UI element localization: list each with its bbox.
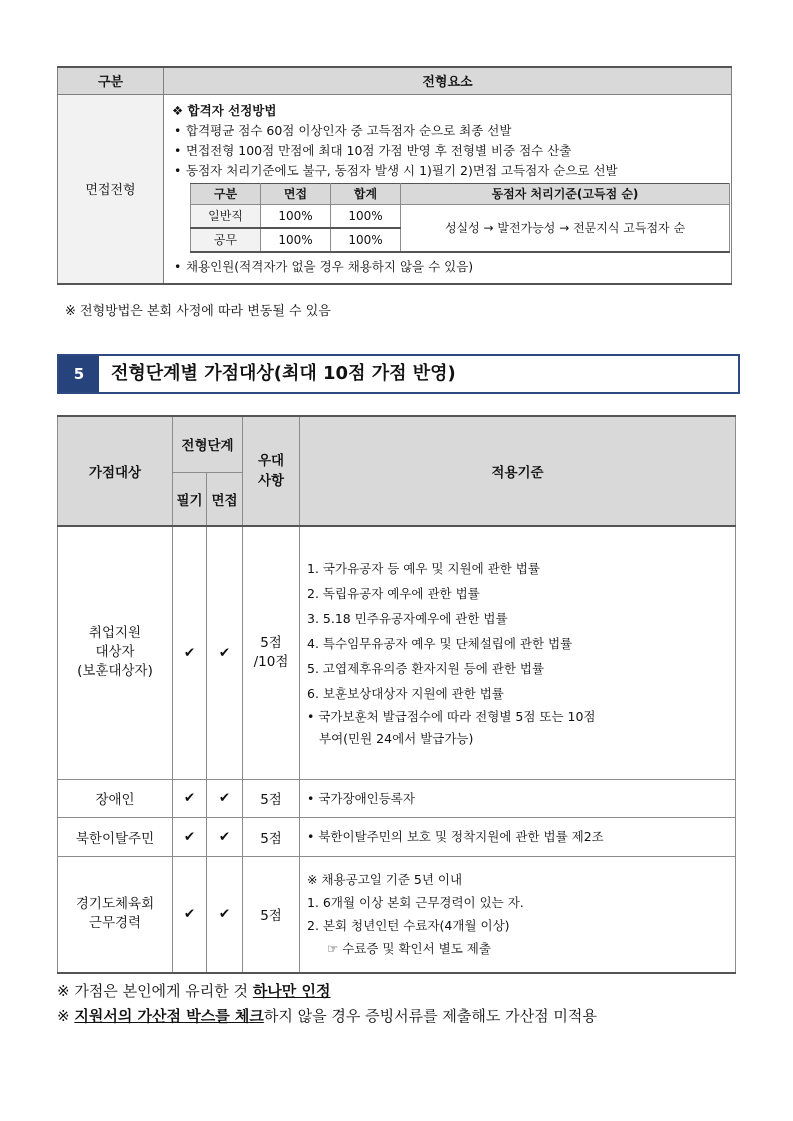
check-interview: ✔	[207, 817, 243, 856]
inner-row-general: 일반직	[191, 204, 261, 228]
check-interview: ✔	[207, 526, 243, 779]
bullet-1: • 합격평균 점수 60점 이상인자 중 고득점자 순으로 최종 선발	[172, 121, 727, 141]
law-4: 4. 특수임무유공자 예우 및 단체설립에 관한 법률	[307, 635, 573, 651]
note-checkbox-suffix: 하지 않을 경우 증빙서류를 제출해도 가산점 미적용	[263, 1007, 597, 1025]
note-subject-to-change: ※ 전형방법은 본회 사정에 따라 변동될 수 있음	[65, 304, 331, 319]
section-title: 전형단계별 가점대상(최대 10점 가점 반영)	[111, 363, 456, 384]
law-1: 1. 국가유공자 등 예우 및 지원에 관한 법률	[307, 560, 540, 576]
criteria-defectors: • 북한이탈주민의 보호 및 정착지원에 관한 법률 제2조	[300, 817, 736, 856]
note-one-only-emphasis: 하나만 인정	[252, 982, 331, 1000]
check-interview: ✔	[207, 856, 243, 973]
inner-row-official: 공무	[191, 228, 261, 252]
inner-official-interview: 100%	[261, 228, 331, 252]
bullet-2: • 면접전형 100점 만점에 최대 10점 가점 반영 후 전형별 비중 점수 산출	[172, 141, 727, 161]
target-defectors: 북한이탈주민	[58, 817, 173, 856]
note-checkbox-emphasis: 지원서의 가산점 박스를 체크	[74, 1007, 264, 1025]
section-number: 5	[59, 356, 99, 392]
header-category: 구분	[58, 67, 164, 94]
note-one-only-prefix: ※ 가점은 본인에게 유리한 것	[57, 982, 253, 1000]
header-target: 가점대상	[58, 416, 173, 526]
law-6: 6. 보훈보상대상자 지원에 관한 법률	[307, 685, 504, 701]
check-written: ✔	[173, 526, 207, 779]
inner-header-interview: 면접	[261, 183, 331, 204]
note-checkbox	[57, 1005, 597, 1026]
inner-general-total: 100%	[331, 204, 401, 228]
header-preference: 우대 사항	[243, 416, 300, 526]
inner-official-total: 100%	[331, 228, 401, 252]
points-defectors: 5점	[243, 817, 300, 856]
check-written: ✔	[173, 779, 207, 817]
points-veterans: 5점 /10점	[243, 526, 300, 779]
header-interview: 면접	[207, 472, 243, 526]
inner-header-total: 합계	[331, 183, 401, 204]
tiebreak-criteria: 성실성 → 발전가능성 → 전문지식 고득점자 순	[401, 204, 730, 252]
exp-item-2: 2. 본회 청년인턴 수료자(4개월 이상)	[307, 918, 510, 934]
points-work-experience: 5점	[243, 856, 300, 973]
bullet-hiring: • 채용인원(적격자가 없을 경우 채용하지 않을 수 있음)	[172, 257, 727, 277]
check-interview: ✔	[207, 779, 243, 817]
law-5: 5. 고엽제후유의증 환자지원 등에 관한 법률	[307, 660, 545, 676]
bonus-points-table	[57, 415, 736, 974]
law-3: 3. 5.18 민주유공자예우에 관한 법률	[307, 610, 508, 626]
check-written: ✔	[173, 856, 207, 973]
inner-general-interview: 100%	[261, 204, 331, 228]
selection-method-table	[57, 66, 732, 285]
bullet-3: • 동점자 처리기준에도 불구, 동점자 발생 시 1)필기 2)면접 고득점자 순으로 선발	[172, 161, 727, 181]
note-one-only	[57, 980, 331, 1001]
header-stage: 전형단계	[173, 416, 243, 472]
note-checkbox-prefix: ※	[57, 1007, 75, 1025]
row-label-interview: 면접전형	[58, 94, 164, 284]
inner-header-category: 구분	[191, 183, 261, 204]
inner-header-criteria: 동점자 처리기준(고득점 순)	[401, 183, 730, 204]
criteria-disabled: • 국가장애인등록자	[300, 779, 736, 817]
exp-note: ※ 채용공고일 기준 5년 이내	[307, 872, 463, 888]
header-written: 필기	[173, 472, 207, 526]
target-work-experience: 경기도체육회 근무경력	[58, 856, 173, 973]
criteria-work-experience	[300, 856, 736, 973]
tiebreak-table	[190, 183, 730, 254]
exp-submit-note: ☞ 수료증 및 확인서 별도 제출	[327, 941, 491, 957]
check-written: ✔	[173, 817, 207, 856]
criteria-veterans	[300, 526, 736, 779]
selection-details	[164, 94, 732, 284]
target-disabled: 장애인	[58, 779, 173, 817]
target-veterans: 취업지원 대상자 (보훈대상자)	[58, 526, 173, 779]
header-elements: 전형요소	[164, 67, 732, 94]
section-5-header	[57, 354, 740, 394]
exp-item-1: 1. 6개월 이상 본회 근무경력이 있는 자.	[307, 895, 524, 911]
points-disabled: 5점	[243, 779, 300, 817]
veterans-points-note: • 국가보훈처 발급점수에 따라 전형별 5점 또는 10점 부여(민원 24에서 발급가능)	[307, 708, 596, 746]
selection-method-title: ❖ 합격자 선정방법	[172, 102, 277, 118]
law-2: 2. 독립유공자 예우에 관한 법률	[307, 585, 480, 601]
header-criteria: 적용기준	[300, 416, 736, 526]
